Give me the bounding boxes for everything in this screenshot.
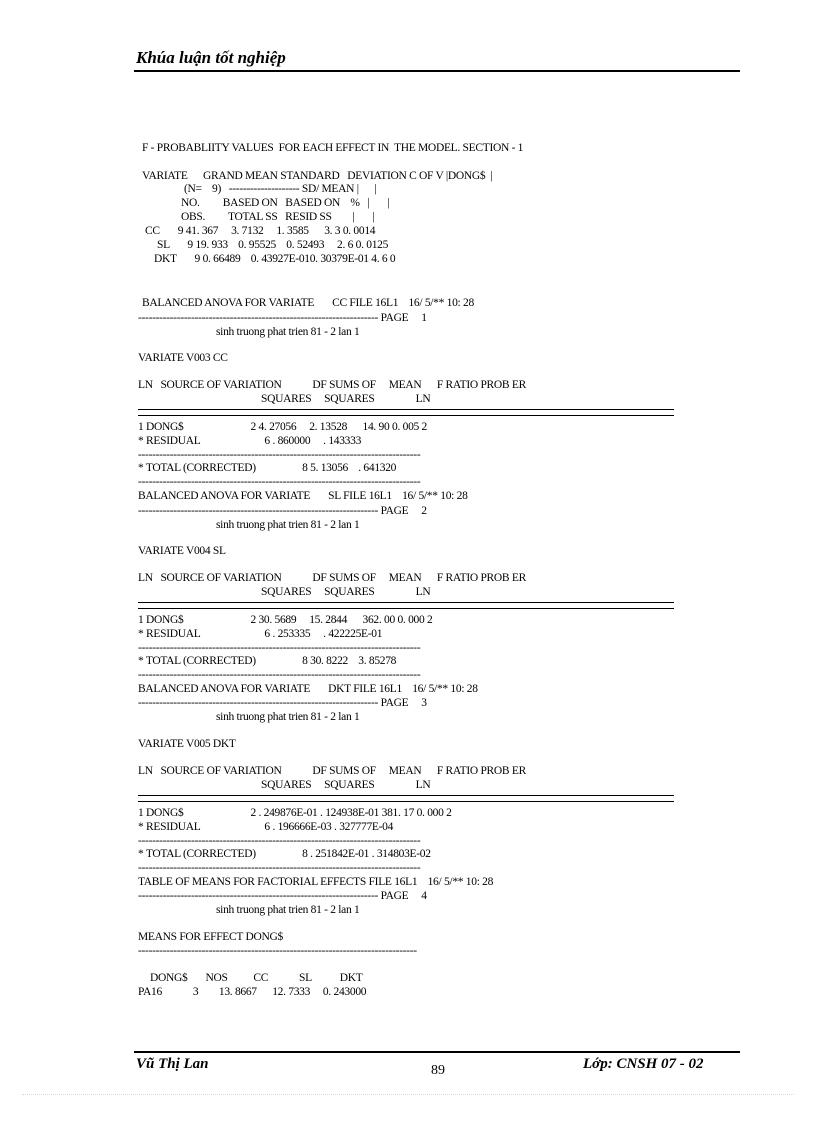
page-marker: -------------------------------------------------------------------- PAGE 1 [138,312,427,324]
fprob-header-line-2: (N= 9) -------------------- SD/ MEAN | | [184,183,377,195]
double-rule [138,602,674,609]
dash-rule: -------------------------------------------------------------------------------- [138,669,421,681]
page-marker: -------------------------------------------------------------------- PAGE 2 [138,505,427,517]
anova-header-line-1: LN SOURCE OF VARIATION DF SUMS OF MEAN F RATIO PROB ER [138,379,526,391]
anova-row-dong: 1 DONG$ 2 . 249876E-01 . 124938E-01 381. 17 0. 000 2 [138,807,452,819]
anova-header-line-2: SQUARES SQUARES LN [261,779,431,791]
means-row-pa16: PA16 3 13. 8667 12. 7333 0. 243000 [138,986,367,998]
run-subtitle: sinh truong phat trien 81 - 2 lan 1 [216,519,360,531]
dash-rule: ------------------------------------------------------------------------------- [138,945,417,957]
dash-rule: -------------------------------------------------------------------------------- [138,476,421,488]
anova-title: BALANCED ANOVA FOR VARIATE DKT FILE 16L1 16/ 5/** 10: 28 [138,683,478,695]
dash-rule: -------------------------------------------------------------------------------- [138,835,421,847]
run-subtitle: sinh truong phat trien 81 - 2 lan 1 [216,711,360,723]
fprob-row-cc: CC 9 41. 367 3. 7132 1. 3585 3. 3 0. 0014 [145,225,376,237]
variate-label: VARIATE V005 DKT [138,738,236,750]
variate-label: VARIATE V003 CC [138,352,228,364]
fprob-row-dkt: DKT 9 0. 66489 0. 43927E-010. 30379E-01 4. 6 0 [154,253,396,265]
footer-author: Vũ Thị Lan [136,1056,209,1072]
anova-title: BALANCED ANOVA FOR VARIATE CC FILE 16L1 16/ 5/** 10: 28 [142,297,474,309]
means-column-header: DONG$ NOS CC SL DKT [150,972,363,984]
variate-label: VARIATE V004 SL [138,545,226,557]
anova-row-residual: * RESIDUAL 6 . 196666E-03 . 327777E-04 [138,821,394,833]
anova-header-line-2: SQUARES SQUARES LN [261,586,431,598]
page-marker: -------------------------------------------------------------------- PAGE 4 [138,890,427,902]
anova-row-total: * TOTAL (CORRECTED) 8 30. 8222 3. 85278 [138,655,397,667]
page-marker: -------------------------------------------------------------------- PAGE 3 [138,697,427,709]
fprob-title: F - PROBABLIITY VALUES FOR EACH EFFECT IN THE MODEL. SECTION - 1 [142,142,524,154]
anova-row-total: * TOTAL (CORRECTED) 8 5. 13056 . 641320 [138,462,397,474]
header-rule [134,70,740,72]
anova-row-dong: 1 DONG$ 2 4. 27056 2. 13528 14. 90 0. 005 2 [138,421,427,433]
page-edge-divider [22,1094,794,1095]
run-subtitle: sinh truong phat trien 81 - 2 lan 1 [216,326,360,338]
document-header-title: Khúa luận tốt nghiệp [136,48,286,67]
run-subtitle: sinh truong phat trien 81 - 2 lan 1 [216,904,360,916]
anova-row-total: * TOTAL (CORRECTED) 8 . 251842E-01 . 314803E-02 [138,848,431,860]
anova-row-dong: 1 DONG$ 2 30. 5689 15. 2844 362. 00 0. 000 2 [138,614,433,626]
anova-row-residual: * RESIDUAL 6 . 253335 . 422225E-01 [138,628,383,640]
means-effect-label: MEANS FOR EFFECT DONG$ [138,931,283,943]
page-number: 89 [431,1063,445,1078]
fprob-header-line-3: NO. BASED ON BASED ON % | | [181,197,390,209]
means-title: TABLE OF MEANS FOR FACTORIAL EFFECTS FILE 16L1 16/ 5/** 10: 28 [138,876,494,888]
anova-header-line-1: LN SOURCE OF VARIATION DF SUMS OF MEAN F RATIO PROB ER [138,572,526,584]
anova-row-residual: * RESIDUAL 6 . 860000 . 143333 [138,435,362,447]
fprob-header-line-4: OBS. TOTAL SS RESID SS | | [181,211,375,223]
double-rule [138,795,674,802]
anova-title: BALANCED ANOVA FOR VARIATE SL FILE 16L1 16/ 5/** 10: 28 [138,490,468,502]
anova-header-line-1: LN SOURCE OF VARIATION DF SUMS OF MEAN F RATIO PROB ER [138,765,526,777]
anova-header-line-2: SQUARES SQUARES LN [261,393,431,405]
fprob-row-sl: SL 9 19. 933 0. 95525 0. 52493 2. 6 0. 0125 [157,239,389,251]
footer-class: Lớp: CNSH 07 - 02 [583,1056,704,1072]
fprob-header-line-1: VARIATE GRAND MEAN STANDARD DEVIATION C OF V |DONG$ | [142,170,493,182]
double-rule [138,409,674,416]
dash-rule: -------------------------------------------------------------------------------- [138,642,421,654]
footer-rule [134,1051,740,1053]
dash-rule: -------------------------------------------------------------------------------- [138,449,421,461]
dash-rule: -------------------------------------------------------------------------------- [138,862,421,874]
